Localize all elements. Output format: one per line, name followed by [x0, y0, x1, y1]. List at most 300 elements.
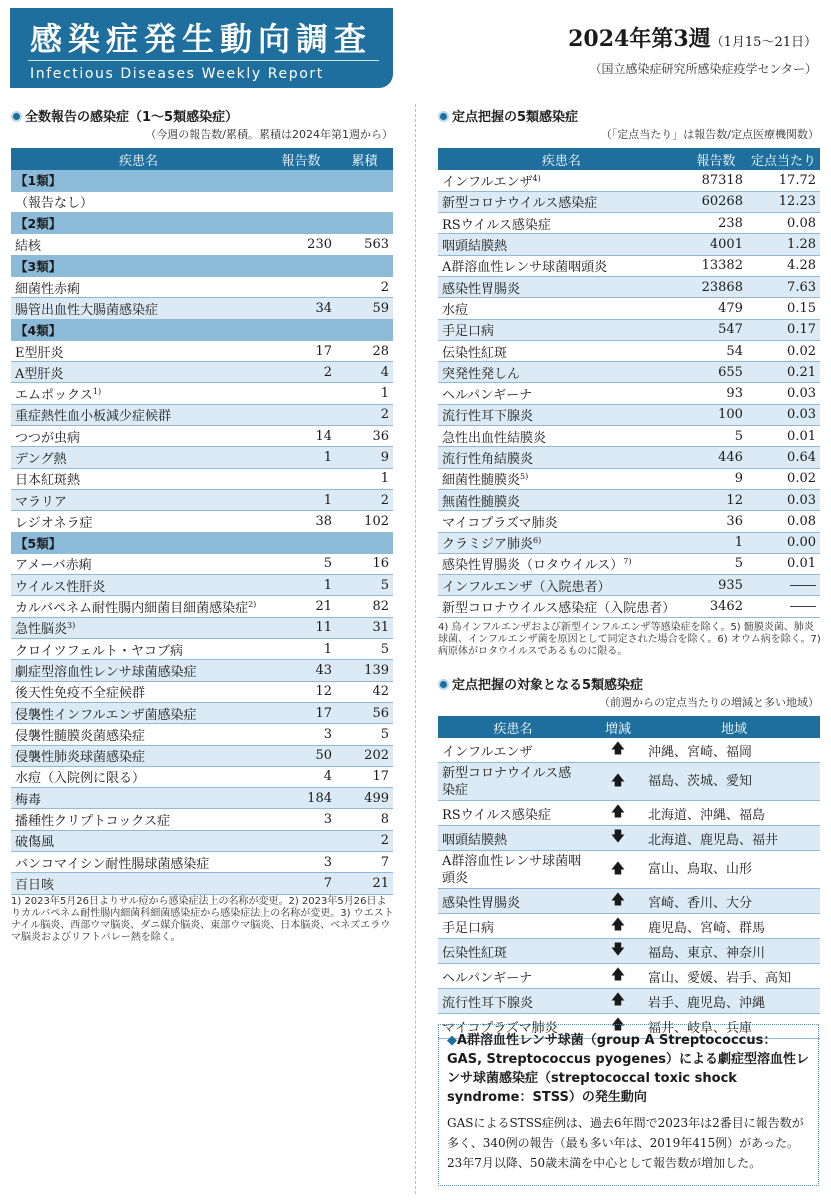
arrow-up-icon: 🡅: [588, 914, 648, 939]
masthead-title: 感染症発生動向調査: [30, 20, 373, 58]
arrow-up-icon: 🡅: [588, 763, 648, 801]
table-row: [11, 681, 393, 702]
issue-week: 2024年第3週: [568, 26, 711, 52]
col-header-change: 増減: [588, 716, 648, 738]
disease-name-cell: [11, 681, 266, 702]
category-row: [11, 170, 393, 191]
disease-name-cell: [11, 276, 266, 297]
table-row: [11, 766, 393, 787]
table-row: [438, 170, 820, 191]
report-count: 12: [266, 681, 336, 702]
footnote-ref: 1): [92, 387, 102, 397]
disease-name: 侵襲性髄膜炎菌感染症: [15, 728, 146, 744]
report-count: 446: [685, 447, 747, 468]
region-list: 福島、茨城、愛知: [648, 763, 820, 801]
issue-label: [568, 22, 817, 53]
category-row: [11, 213, 393, 234]
col-header-disease: 疾患名: [11, 148, 266, 170]
table-row: [11, 340, 393, 361]
disease-name-cell: [438, 191, 685, 212]
col-header-disease: 疾患名: [438, 148, 685, 170]
disease-name: アメーバ赤痢: [15, 558, 92, 574]
category-row: [11, 319, 393, 340]
table-row: [438, 319, 820, 340]
report-count: 13382: [685, 255, 747, 276]
table-row: [438, 532, 820, 553]
disease-name: 感染性胃腸炎: [438, 889, 588, 914]
report-count: 3: [266, 809, 336, 830]
report-count: 21: [266, 596, 336, 617]
arrow-up-icon: 🡅: [588, 989, 648, 1014]
per-sentinel: 7.63: [747, 276, 820, 297]
disease-name: エムポックス: [15, 388, 93, 404]
table-row: [438, 191, 820, 212]
arrow-down-icon: 🡇: [588, 826, 648, 851]
table-row: [11, 660, 393, 681]
stss-heading-text: A群溶血性レンサ球菌（group A Streptococcus：GAS, Streptococcus pyogenes）による劇症型溶血性レンサ球菌感染症（streptococcal toxic shock syndrome：STSS）の発生動向: [447, 1033, 810, 1105]
disease-name-cell: [11, 809, 266, 830]
all-report-title: [11, 106, 238, 125]
disease-name: クラミジア肺炎: [442, 537, 534, 553]
region-list: 宮崎、香川、大分: [648, 889, 820, 914]
cumulative-count: 5: [336, 639, 393, 660]
table-row: [438, 340, 820, 361]
table-row: [11, 276, 393, 297]
issue-dates: （1月15～21日）: [710, 35, 817, 50]
disease-name: 感染性胃腸炎（ロタウイルス）: [442, 558, 624, 574]
disease-name: 百日咳: [15, 877, 55, 893]
disease-name-cell: [438, 362, 685, 383]
table-row: [11, 447, 393, 468]
report-count: 2: [266, 362, 336, 383]
per-sentinel: 4.28: [747, 255, 820, 276]
disease-name: インフルエンザ: [438, 738, 588, 763]
table-row: [438, 276, 820, 297]
disease-name: 感染性胃腸炎: [442, 281, 521, 297]
table-row: [438, 889, 820, 914]
report-count: 238: [685, 213, 747, 234]
disease-name-cell: [438, 213, 685, 234]
report-count: 7: [266, 873, 336, 894]
disease-name: RSウイルス感染症: [438, 801, 588, 826]
report-count: [266, 830, 336, 851]
cumulative-count: 56: [336, 702, 393, 723]
per-sentinel: 0.08: [747, 213, 820, 234]
disease-name-cell: [11, 340, 266, 361]
table-row: [438, 362, 820, 383]
table-row: [438, 575, 820, 596]
per-sentinel: ――: [747, 575, 820, 596]
disease-name-cell: [11, 766, 266, 787]
category-row: [11, 255, 393, 276]
diamond-icon: ◆: [447, 1033, 457, 1048]
table-row: [11, 191, 393, 212]
disease-name: 急性脳炎: [15, 622, 68, 638]
disease-name-cell: [438, 170, 685, 191]
table-row: [438, 489, 820, 510]
disease-name-cell: [11, 745, 266, 766]
region-list: 北海道、沖縄、福島: [648, 801, 820, 826]
footnote-ref: 3): [67, 621, 76, 631]
report-count: 87318: [685, 170, 747, 191]
sentinel-note: （「定点当たり」は報告数/定点医療機関数）: [600, 128, 819, 141]
disease-name: 水痘: [442, 302, 469, 318]
table-row: [11, 788, 393, 809]
arrow-up-icon: 🡅: [588, 1014, 648, 1039]
disease-name: E型肝炎: [15, 345, 64, 361]
bullet-icon: [438, 111, 449, 122]
per-sentinel: 0.03: [747, 383, 820, 404]
cumulative-count: 2: [336, 830, 393, 851]
arrow-up-icon: 🡅: [588, 964, 648, 989]
region-list: 福井、岐阜、兵庫: [648, 1014, 820, 1039]
disease-name-cell: [11, 702, 266, 723]
report-count: 935: [685, 575, 747, 596]
category-label: 【1類】: [11, 170, 393, 191]
report-count: 100: [685, 404, 747, 425]
disease-name: カルバペネム耐性腸内細菌目細菌感染症: [15, 601, 249, 617]
bullet-icon: [438, 679, 449, 690]
table-row: [438, 426, 820, 447]
cumulative-count: 102: [336, 511, 393, 532]
report-count: 184: [266, 788, 336, 809]
table-row: [438, 383, 820, 404]
disease-name: ヘルパンギーナ: [438, 964, 588, 989]
report-count: 655: [685, 362, 747, 383]
disease-name-cell: [438, 319, 685, 340]
region-list: 福島、東京、神奈川: [648, 939, 820, 964]
report-count: [266, 276, 336, 297]
footnote-ref: 2): [248, 600, 257, 610]
report-count: [266, 191, 336, 212]
cumulative-count: 21: [336, 873, 393, 894]
table-row: [438, 738, 820, 763]
region-list: 富山、愛媛、岩手、高知: [648, 964, 820, 989]
cumulative-count: 1: [336, 383, 393, 404]
disease-name: 腸管出血性大腸菌感染症: [15, 302, 159, 318]
report-count: 93: [685, 383, 747, 404]
table-row: [11, 809, 393, 830]
disease-name: 劇症型溶血性レンサ球菌感染症: [15, 664, 197, 680]
table-row: [11, 575, 393, 596]
footnote-ref: 4): [532, 173, 541, 183]
cumulative-count: 499: [336, 788, 393, 809]
cumulative-count: 5: [336, 724, 393, 745]
disease-name-cell: [11, 852, 266, 873]
cumulative-count: 31: [336, 617, 393, 638]
report-count: 14: [266, 426, 336, 447]
per-sentinel: 17.72: [747, 170, 820, 191]
col-header-disease: 疾患名: [438, 716, 588, 738]
disease-name-cell: [11, 639, 266, 660]
disease-name: 新型コロナウイルス感染症（入院患者）: [442, 601, 676, 617]
disease-name: 流行性耳下腺炎: [442, 409, 534, 425]
report-count: 43: [266, 660, 336, 681]
cumulative-count: 82: [336, 596, 393, 617]
disease-name: A型肝炎: [15, 366, 64, 382]
cumulative-count: 5: [336, 575, 393, 596]
disease-name: 手足口病: [442, 324, 495, 340]
stss-box: [438, 1024, 819, 1186]
category-label: 【3類】: [11, 255, 393, 276]
per-sentinel: 12.23: [747, 191, 820, 212]
disease-name-cell: [11, 362, 266, 383]
masthead-rule: [28, 60, 379, 61]
disease-name-cell: [438, 404, 685, 425]
disease-name: 流行性角結膜炎: [442, 452, 534, 467]
disease-name: クロイツフェルト・ヤコブ病: [15, 643, 183, 659]
sentinel-title: [438, 106, 578, 125]
disease-name: 突発性発しん: [442, 366, 521, 382]
report-count: 38: [266, 511, 336, 532]
table-row: [11, 702, 393, 723]
disease-name-cell: [438, 532, 685, 553]
bullet-icon: [11, 111, 22, 122]
report-count: 12: [685, 489, 747, 510]
report-count: 230: [266, 234, 336, 255]
per-sentinel: 0.02: [747, 468, 820, 489]
report-count: 60268: [685, 191, 747, 212]
disease-name-cell: [11, 426, 266, 447]
sentinel-title-text: 定点把握の5類感染症: [452, 110, 579, 125]
report-count: 3: [266, 852, 336, 873]
table-row: [438, 255, 820, 276]
col-header-count: 報告数: [685, 148, 747, 170]
table-row: [11, 553, 393, 574]
per-sentinel: ――: [747, 596, 820, 617]
column-divider: [415, 104, 416, 1194]
all-report-footnote: 1) 2023年5月26日よりサル痘から感染症法上の名称が変更。2) 2023年5月26日よりカルバペネム耐性腸内細菌科細菌感染症から感染症法上の名称が変更。3) ウエストナイル脳炎、西部ウマ脳炎、ダニ媒介脳炎、東部ウマ脳炎、日本脳炎、ベネズエラウマ脳炎およびリフトバレー熱を除く。: [11, 896, 394, 943]
disease-name-cell: [11, 234, 266, 255]
report-count: [266, 383, 336, 404]
report-count: 50: [266, 745, 336, 766]
disease-name: 急性出血性結膜炎: [442, 430, 547, 446]
disease-name: 梅毒: [15, 792, 42, 808]
report-count: 479: [685, 298, 747, 319]
col-header-per-sentinel: 定点当たり: [747, 148, 820, 170]
per-sentinel: 0.01: [747, 426, 820, 447]
report-count: 17: [266, 702, 336, 723]
disease-name: マイコプラズマ肺炎: [442, 515, 558, 531]
report-count: 17: [266, 340, 336, 361]
table-row: [11, 511, 393, 532]
disease-name: バンコマイシン耐性腸球菌感染症: [15, 856, 210, 872]
report-count: 34: [266, 298, 336, 319]
cumulative-count: [336, 191, 393, 212]
disease-name-cell: [11, 873, 266, 894]
disease-name-cell: [438, 596, 685, 617]
disease-name-cell: [11, 298, 266, 319]
per-sentinel: 0.00: [747, 532, 820, 553]
region-list: 鹿児島、宮崎、群馬: [648, 914, 820, 939]
table-row: [11, 873, 393, 894]
table-row: [438, 298, 820, 319]
report-count: [266, 468, 336, 489]
disease-name: インフルエンザ（入院患者）: [442, 579, 611, 595]
report-count: 36: [685, 511, 747, 532]
disease-name: 細菌性赤痢: [15, 281, 81, 297]
cumulative-count: 7: [336, 852, 393, 873]
cumulative-count: 563: [336, 234, 393, 255]
col-header-cumulative: 累積: [336, 148, 393, 170]
cumulative-count: 2: [336, 404, 393, 425]
disease-name: 播種性クリプトコックス症: [15, 814, 171, 830]
disease-name: 咽頭結膜熱: [438, 826, 588, 851]
report-count: 1: [266, 489, 336, 510]
table-row: [438, 213, 820, 234]
cumulative-count: 28: [336, 340, 393, 361]
table-row: [11, 724, 393, 745]
report-count: 1: [685, 532, 747, 553]
table-row: [11, 362, 393, 383]
disease-name-cell: [438, 511, 685, 532]
category-label: 【5類】: [11, 532, 393, 553]
category-label: 【4類】: [11, 319, 393, 340]
cumulative-count: 1: [336, 468, 393, 489]
arrow-up-icon: 🡅: [588, 738, 648, 763]
disease-name: 伝染性紅斑: [438, 939, 588, 964]
stss-body: GASによるSTSS症例は、過去6年間で2023年は2番目に報告数が多く、340例の報告（最も多い年は、2019年415例）があった。23年7月以降、50歳未満を中心として報告数が増加した。: [447, 1116, 804, 1170]
disease-name-cell: [11, 404, 266, 425]
disease-name: 無菌性髄膜炎: [442, 494, 521, 510]
per-sentinel: 0.01: [747, 553, 820, 574]
disease-name: 咽頭結膜熱: [442, 239, 508, 255]
all-report-table: [11, 148, 393, 895]
table-row: [438, 468, 820, 489]
report-count: 23868: [685, 276, 747, 297]
disease-name: RSウイルス感染症: [442, 217, 551, 233]
publisher: （国立感染症研究所感染症疫学センター）: [589, 62, 817, 76]
per-sentinel: 0.15: [747, 298, 820, 319]
region-list: 沖縄、宮崎、福岡: [648, 738, 820, 763]
report-count: [266, 404, 336, 425]
disease-name-cell: [438, 489, 685, 510]
trend-note: （前週からの定点当たりの増減と多い地域）: [599, 696, 819, 709]
cumulative-count: 42: [336, 681, 393, 702]
disease-name: マラリア: [15, 494, 68, 510]
disease-name-cell: [438, 255, 685, 276]
footnote-ref: 5): [520, 472, 529, 482]
arrow-up-icon: 🡅: [588, 851, 648, 889]
stss-heading: [447, 1031, 810, 1107]
disease-name: 手足口病: [438, 914, 588, 939]
table-row: [11, 234, 393, 255]
per-sentinel: 0.17: [747, 319, 820, 340]
report-count: 1: [266, 575, 336, 596]
per-sentinel: 0.21: [747, 362, 820, 383]
disease-name-cell: [11, 724, 266, 745]
disease-name-cell: [438, 575, 685, 596]
disease-name: 重症熱性血小板減少症候群: [15, 409, 172, 425]
report-count: 1: [266, 639, 336, 660]
cumulative-count: 16: [336, 553, 393, 574]
disease-name: 新型コロナウイルス感染症: [438, 763, 588, 801]
table-row: [438, 763, 820, 801]
per-sentinel: 0.08: [747, 511, 820, 532]
disease-name: 侵襲性肺炎球菌感染症: [15, 750, 146, 766]
disease-name-cell: [438, 553, 685, 574]
report-count: 9: [685, 468, 747, 489]
per-sentinel: 0.03: [747, 404, 820, 425]
report-count: 3: [266, 724, 336, 745]
table-row: [11, 404, 393, 425]
disease-name-cell: [11, 596, 266, 617]
cumulative-count: 36: [336, 426, 393, 447]
trend-title-text: 定点把握の対象となる5類感染症: [452, 678, 644, 693]
per-sentinel: 0.02: [747, 340, 820, 361]
disease-name: 結核: [15, 239, 42, 255]
table-row: [438, 939, 820, 964]
report-count: 5: [685, 553, 747, 574]
category-row: [11, 532, 393, 553]
cumulative-count: 4: [336, 362, 393, 383]
disease-name: レジオネラ症: [15, 515, 93, 531]
report-count: 11: [266, 617, 336, 638]
disease-name: A群溶血性レンサ球菌咽頭炎: [442, 260, 608, 276]
disease-name: ウイルス性肝炎: [15, 579, 106, 595]
table-row: [438, 447, 820, 468]
all-report-note: （今週の報告数/累積。累積は2024年第1週から）: [145, 128, 393, 141]
table-row: [11, 830, 393, 851]
table-row: [438, 826, 820, 851]
disease-name: つつが虫病: [15, 430, 81, 446]
footnote-ref: 6): [533, 536, 542, 546]
per-sentinel: 1.28: [747, 234, 820, 255]
cumulative-count: 202: [336, 745, 393, 766]
region-list: 北海道、鹿児島、福井: [648, 826, 820, 851]
disease-name: 細菌性髄膜炎: [442, 473, 521, 489]
region-list: 富山、鳥取、山形: [648, 851, 820, 889]
cumulative-count: 2: [336, 276, 393, 297]
report-count: 547: [685, 319, 747, 340]
disease-name-cell: [438, 447, 685, 468]
disease-name-cell: [11, 553, 266, 574]
disease-name-cell: [438, 340, 685, 361]
cumulative-count: 17: [336, 766, 393, 787]
arrow-up-icon: 🡅: [588, 801, 648, 826]
report-count: 4001: [685, 234, 747, 255]
table-row: [438, 553, 820, 574]
cumulative-count: 139: [336, 660, 393, 681]
disease-name: 侵襲性インフルエンザ菌感染症: [15, 707, 197, 723]
disease-name: 後天性免疫不全症候群: [15, 686, 146, 702]
category-label: 【2類】: [11, 213, 393, 234]
report-count: 5: [685, 426, 747, 447]
report-count: 54: [685, 340, 747, 361]
disease-name: 水痘（入院例に限る）: [15, 771, 146, 787]
arrow-down-icon: 🡇: [588, 939, 648, 964]
disease-name: 新型コロナウイルス感染症: [442, 196, 598, 212]
disease-name-cell: [11, 383, 266, 404]
disease-name: 破傷風: [15, 835, 55, 851]
disease-name-cell: [438, 426, 685, 447]
table-row: [438, 851, 820, 889]
disease-name-cell: [11, 788, 266, 809]
disease-name: デング熱: [15, 452, 67, 467]
disease-name-cell: [11, 447, 266, 468]
cumulative-count: 8: [336, 809, 393, 830]
region-list: 岩手、鹿児島、沖縄: [648, 989, 820, 1014]
table-row: [11, 745, 393, 766]
disease-name-cell: [438, 383, 685, 404]
col-header-region: 地域: [648, 716, 820, 738]
table-row: [11, 383, 393, 404]
disease-name-cell: [11, 511, 266, 532]
table-row: [11, 489, 393, 510]
table-row: [438, 404, 820, 425]
cumulative-count: 2: [336, 489, 393, 510]
disease-name: ヘルパンギーナ: [442, 388, 533, 404]
